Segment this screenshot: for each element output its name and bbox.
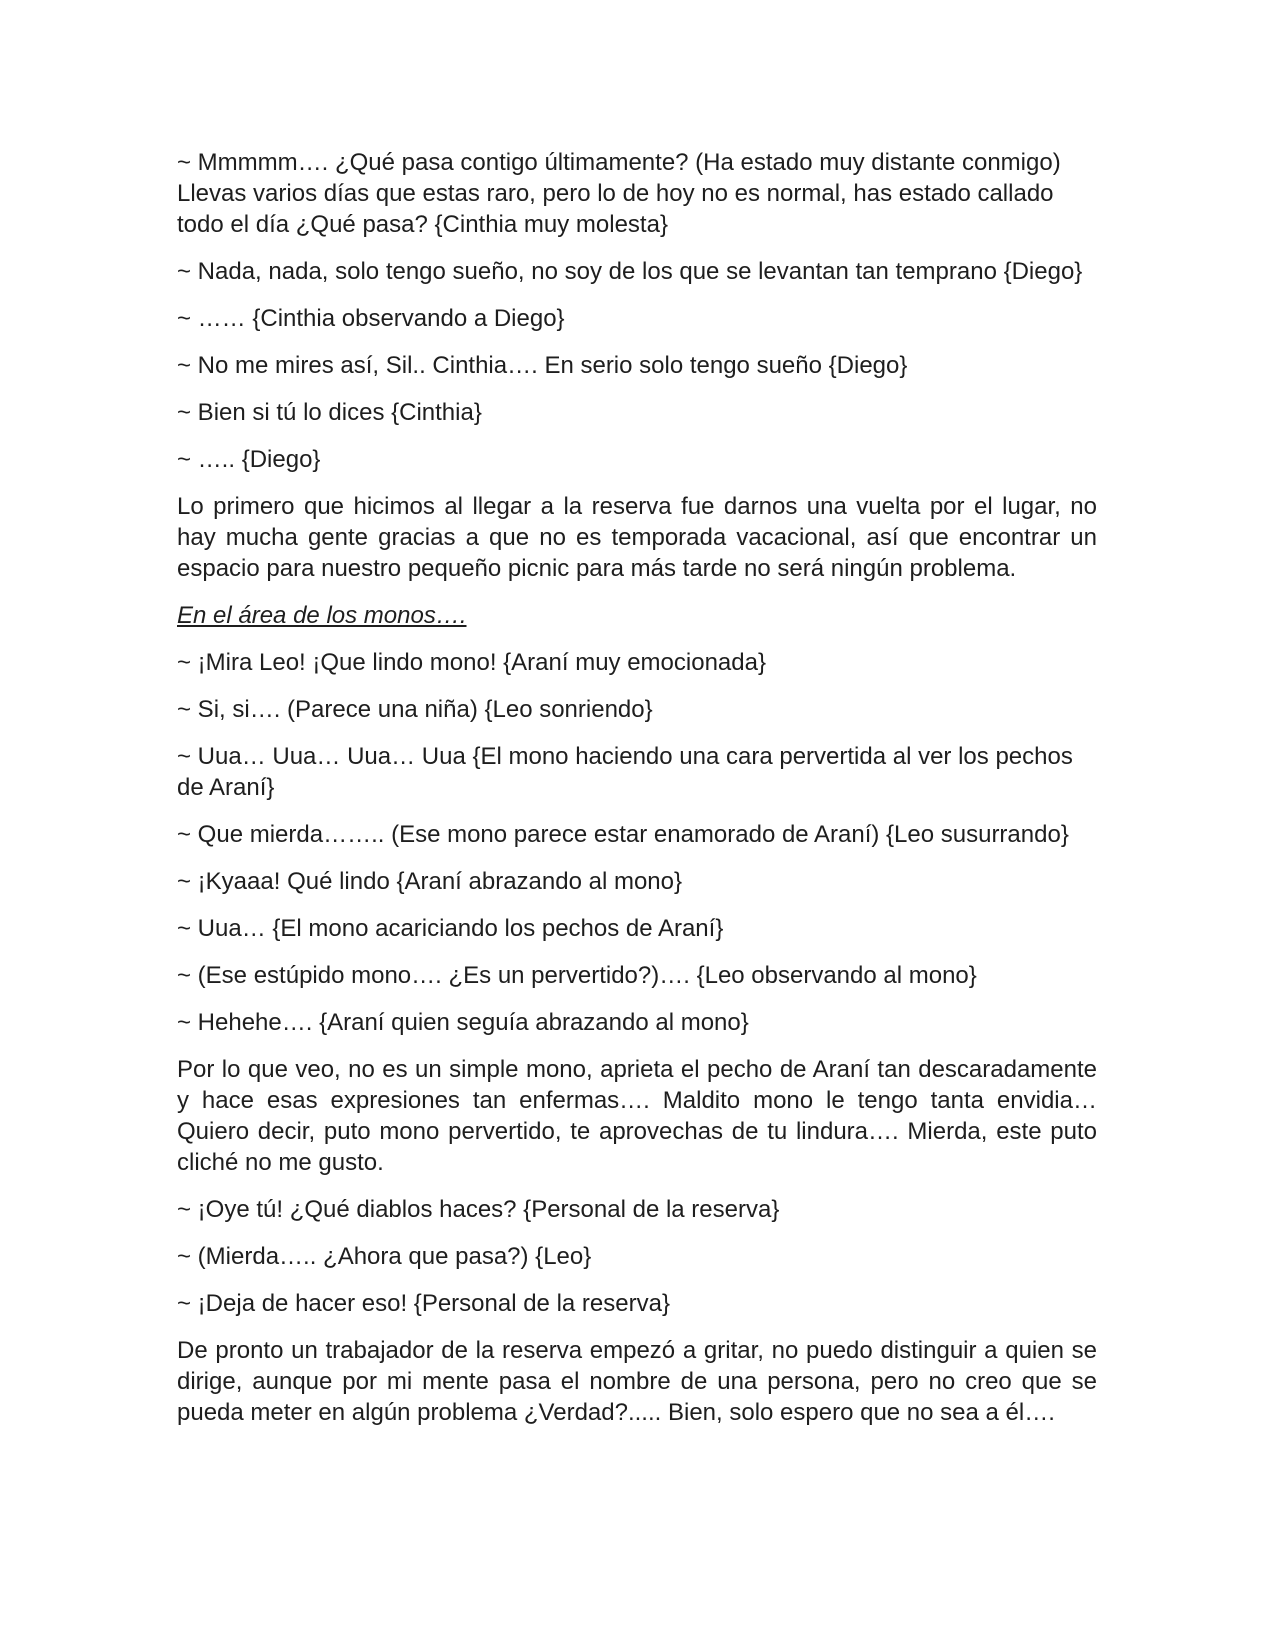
narration-paragraph: De pronto un trabajador de la reserva empezó a gritar, no puedo distinguir a quien se dirige, aunque por mi mente pasa el nombre de una persona, pero no creo que se pueda meter en algún problema ¿Verdad?..... Bien, solo espero que no sea a él…. bbox=[177, 1337, 1097, 1426]
dialogue-line: ~ ¡Deja de hacer eso! {Personal de la reserva} bbox=[177, 1290, 670, 1317]
dialogue-line: ~ No me mires así, Sil.. Cinthia…. En serio solo tengo sueño {Diego} bbox=[177, 352, 908, 379]
dialogue-line: ~ (Mierda….. ¿Ahora que pasa?) {Leo} bbox=[177, 1243, 592, 1270]
dialogue-line: ~ Si, si…. (Parece una niña) {Leo sonriendo} bbox=[177, 696, 653, 723]
narration-paragraph: Lo primero que hicimos al llegar a la reserva fue darnos una vuelta por el lugar, no hay mucha gente gracias a que no es temporada vacacional, así que encontrar un espacio para nuestro pequeño picnic para más tarde no será ningún problema. bbox=[177, 493, 1097, 582]
dialogue-line: ~ (Ese estúpido mono…. ¿Es un pervertido?)…. {Leo observando al mono} bbox=[177, 962, 977, 989]
dialogue-line: ~ ¡Kyaaa! Qué lindo {Araní abrazando al mono} bbox=[177, 868, 683, 895]
dialogue-line: ~ ¡Mira Leo! ¡Que lindo mono! {Araní muy emocionada} bbox=[177, 649, 766, 676]
dialogue-line: ~ Mmmmm…. ¿Qué pasa contigo últimamente? (Ha estado muy distante conmigo) Llevas varios días que estas raro, pero lo de hoy no es normal, has estado callado todo el día ¿Qué pasa? {Cinthia muy molesta} bbox=[177, 149, 1061, 238]
dialogue-line: ~ Uua… {El mono acariciando los pechos de Araní} bbox=[177, 915, 724, 942]
dialogue-line: ~ Bien si tú lo dices {Cinthia} bbox=[177, 399, 482, 426]
dialogue-line: ~ Uua… Uua… Uua… Uua {El mono haciendo una cara pervertida al ver los pechos de Araní} bbox=[177, 743, 1073, 801]
scene-heading: En el área de los monos…. bbox=[177, 602, 467, 629]
dialogue-line: ~ …… {Cinthia observando a Diego} bbox=[177, 305, 565, 332]
dialogue-line: ~ Que mierda…….. (Ese mono parece estar enamorado de Araní) {Leo susurrando} bbox=[177, 821, 1069, 848]
dialogue-line: ~ ¡Oye tú! ¿Qué diablos haces? {Personal de la reserva} bbox=[177, 1196, 780, 1223]
dialogue-line: ~ Nada, nada, solo tengo sueño, no soy de los que se levantan tan temprano {Diego} bbox=[177, 258, 1083, 285]
dialogue-line: ~ ….. {Diego} bbox=[177, 446, 321, 473]
dialogue-line: ~ Hehehe…. {Araní quien seguía abrazando al mono} bbox=[177, 1009, 749, 1036]
document-page bbox=[177, 147, 1097, 1444]
narration-paragraph: Por lo que veo, no es un simple mono, aprieta el pecho de Araní tan descaradamente y hace esas expresiones tan enfermas…. Maldito mono le tengo tanta envidia… Quiero decir, puto mono pervertido, te aprovechas de tu lindura…. Mierda, este puto cliché no me gusto. bbox=[177, 1056, 1097, 1176]
